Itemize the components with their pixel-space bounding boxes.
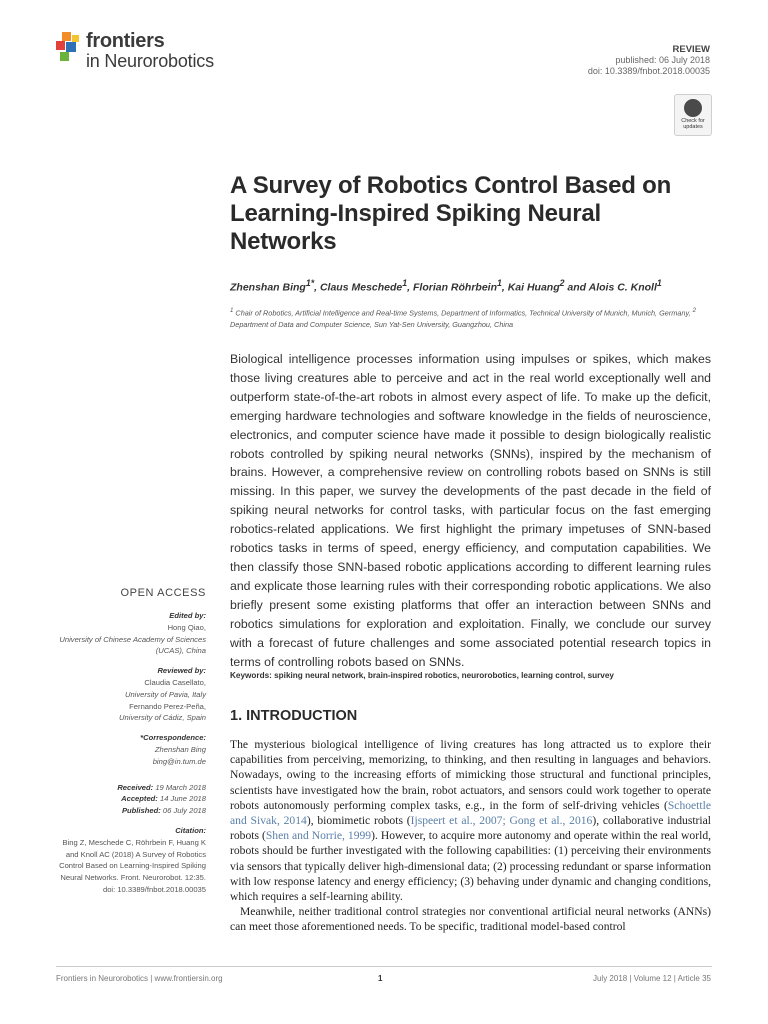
author-name[interactable]: Kai Huang bbox=[507, 281, 560, 294]
page-number: 1 bbox=[378, 974, 383, 983]
doi-link[interactable]: doi: 10.3389/fnbot.2018.00035 bbox=[587, 66, 710, 76]
citation-label: Citation: bbox=[175, 825, 206, 835]
keywords: Keywords: spiking neural network, brain-inspired robotics, neurorobotics, learning control, survey bbox=[230, 671, 614, 680]
author-sup: 1 bbox=[656, 278, 662, 288]
dates-block bbox=[48, 782, 206, 817]
logo-word-frontiers: frontiers bbox=[86, 30, 165, 52]
footer-issue-info: July 2018 | Volume 12 | Article 35 bbox=[592, 974, 711, 983]
editor-name: Hong Qiao, bbox=[167, 622, 206, 632]
sidebar-info bbox=[48, 586, 206, 904]
check-for-updates-button[interactable] bbox=[674, 94, 712, 136]
check-updates-label: Check for updates bbox=[681, 118, 705, 130]
author-sup: 1 bbox=[496, 278, 502, 288]
reviewer-affiliation: University of Cádiz, Spain bbox=[119, 713, 206, 723]
correspondence-label: *Correspondence: bbox=[140, 733, 206, 743]
check-updates-icon bbox=[684, 99, 702, 117]
citation-block bbox=[48, 825, 206, 896]
article-meta bbox=[588, 44, 710, 77]
citation-link[interactable]: Shen and Norrie, 1999 bbox=[265, 829, 372, 843]
published-date: published: 06 July 2018 bbox=[615, 55, 710, 65]
affiliation-2: Department of Data and Computer Science, Sun Yat-Sen University, Guangzhou, China bbox=[230, 320, 514, 330]
journal-logo[interactable] bbox=[56, 30, 246, 80]
reviewer-name: Claudia Casellato, bbox=[144, 677, 206, 687]
author-name[interactable]: Zhenshan Bing bbox=[230, 281, 306, 294]
affiliations: $^1$ Chair of Robotics, Artificial Intelligence and Real-time Systems, Department of Informatics, Technical University of Munich, Munich, Germany, $^2$ Department of Data and Computer Science, Sun Yat-Sen University, Guangzhou, China bbox=[230, 307, 696, 330]
footer-divider bbox=[56, 966, 712, 967]
frontiers-logo-icon bbox=[56, 32, 82, 62]
affiliation-1: Chair of Robotics, Artificial Intelligence and Real-time Systems, Department of Informatics, Technical University of Munich, Munich, Germany, bbox=[235, 308, 691, 318]
edited-by-label: Edited by: bbox=[169, 611, 206, 620]
abstract: Biological intelligence processes information using impulses or spikes, which makes those living creatures able to perceive and act in the real world exceptionally well and outperform state-of-the-art robots in almost every aspect of life. To make up the deficit, emerging hardware technologies and software knowledge in the fields of neuroscience, electronics, and computer science have made it possible to design biologically realistic robots controlled by spiking neural networks (SNNs), inspired by the mechanism of brains. However, a comprehensive review on controlling robots based on SNNs is still missing. In this paper, we survey the developments of the past decade in the field of spiking neural networks for control tasks, with particular focus on the fast emerging robotics-related applications. We first highlight the primary impetuses of SNN-based robotics tasks in terms of speed, energy efficiency, and computation capabilities. We then classify those SNN-based robotic applications according to different learning rules and explicate those learning rules with their corresponding robotic applications. We also briefly present some existing platforms that offer an interaction between SNNs and robotics simulations for exploration and exploitation. Finally, we conclude our survey with a forecast of future challenges and some associated potential research topics in terms of controlling robots based on SNNs. bbox=[230, 352, 711, 669]
section-heading-introduction: 1. INTRODUCTION bbox=[230, 708, 358, 724]
author-list: Zhenshan Bing$^{1*}$, Claus Meschede$^1$, Florian Röhrbein$^1$, Kai Huang$^2$ and Alois C. Knoll$^1$ bbox=[230, 278, 662, 294]
article-type: REVIEW bbox=[672, 44, 710, 55]
reviewer-affiliation: University of Pavia, Italy bbox=[124, 689, 206, 699]
logo-journal-name: in Neurorobotics bbox=[86, 51, 214, 71]
reviewed-by-block bbox=[48, 665, 206, 724]
citation-text: Bing Z, Meschede C, Röhrbein F, Huang K and Knoll AC (2018) A Survey of Robotics Control Based on Learning-Inspired Spiking Neural Networks. Front. Neurorobot. 12:35. doi: 10.3389/fnbot.2018.00035 bbox=[59, 837, 206, 894]
author-sup: 1 bbox=[402, 278, 408, 288]
footer-journal[interactable]: Frontiers in Neurorobotics | www.frontiersin.org bbox=[56, 974, 223, 983]
reviewed-by-label: Reviewed by: bbox=[157, 666, 206, 676]
author-name[interactable]: Claus Meschede bbox=[319, 281, 403, 294]
paragraph: The mysterious biological intelligence of living creatures has long attracted us to explore their capabilities from perceiving, memorizing, to thinking, and then resulting in languages and behaviors. Nowadays, owing to the increasing efforts of mimicking those structural and functional principles, scientists have investigated how the brain, robot actuators, and sensors could work together to operate robots autonomously performing complex tasks, e.g., in the form of self-driving vehicles (Schoettle and Sivak, 2014), biomimetic robots (Ijspeert et al., 2007; Gong et al., 2016), collaborative industrial robots (Shen and Norrie, 1999). However, to acquire more autonomy and operate within the real world, robots should be further investigated with the following capabilities: (1) perceiving their environments via sensors that typically deliver high-dimensional data; (2) processing redundant or sparse information with low response latency and energy efficiency; (3) behaving under dynamic and changing conditions, which requires a self-learning ability. bbox=[230, 738, 712, 904]
paragraph: Meanwhile, neither traditional control strategies nor conventional artificial neural networks (ANNs) can meet those aforementioned needs. To be specific, traditional model-based control bbox=[230, 905, 711, 934]
accepted-date: Accepted: 14 June 2018 bbox=[121, 794, 206, 804]
correspondence-name: Zhenshan Bing bbox=[154, 744, 206, 754]
author-sup: 1* bbox=[305, 278, 315, 288]
editor-affiliation: University of Chinese Academy of Sciences (UCAS), China bbox=[59, 634, 206, 656]
correspondence-block bbox=[48, 732, 206, 767]
citation-link[interactable]: Schoettle and Sivak, 2014 bbox=[230, 798, 711, 828]
edited-by-block bbox=[48, 610, 206, 657]
author-sup: 2 bbox=[559, 278, 565, 288]
author-name[interactable]: Florian Röhrbein bbox=[412, 281, 497, 294]
reviewer-name: Fernando Perez-Peña, bbox=[129, 701, 206, 711]
published-date-side: Published: 06 July 2018 bbox=[121, 806, 206, 816]
body-text bbox=[230, 737, 711, 935]
article-title: A Survey of Robotics Control Based on Learning-Inspired Spiking Neural Networks bbox=[230, 172, 672, 255]
correspondence-email[interactable]: bing@in.tum.de bbox=[152, 756, 206, 766]
author-name[interactable]: Alois C. Knoll bbox=[588, 281, 657, 294]
citation-link[interactable]: Ijspeert et al., 2007; Gong et al., 2016 bbox=[410, 814, 593, 828]
open-access-label: OPEN ACCESS bbox=[120, 587, 206, 599]
received-date: Received: 19 March 2018 bbox=[117, 782, 206, 792]
